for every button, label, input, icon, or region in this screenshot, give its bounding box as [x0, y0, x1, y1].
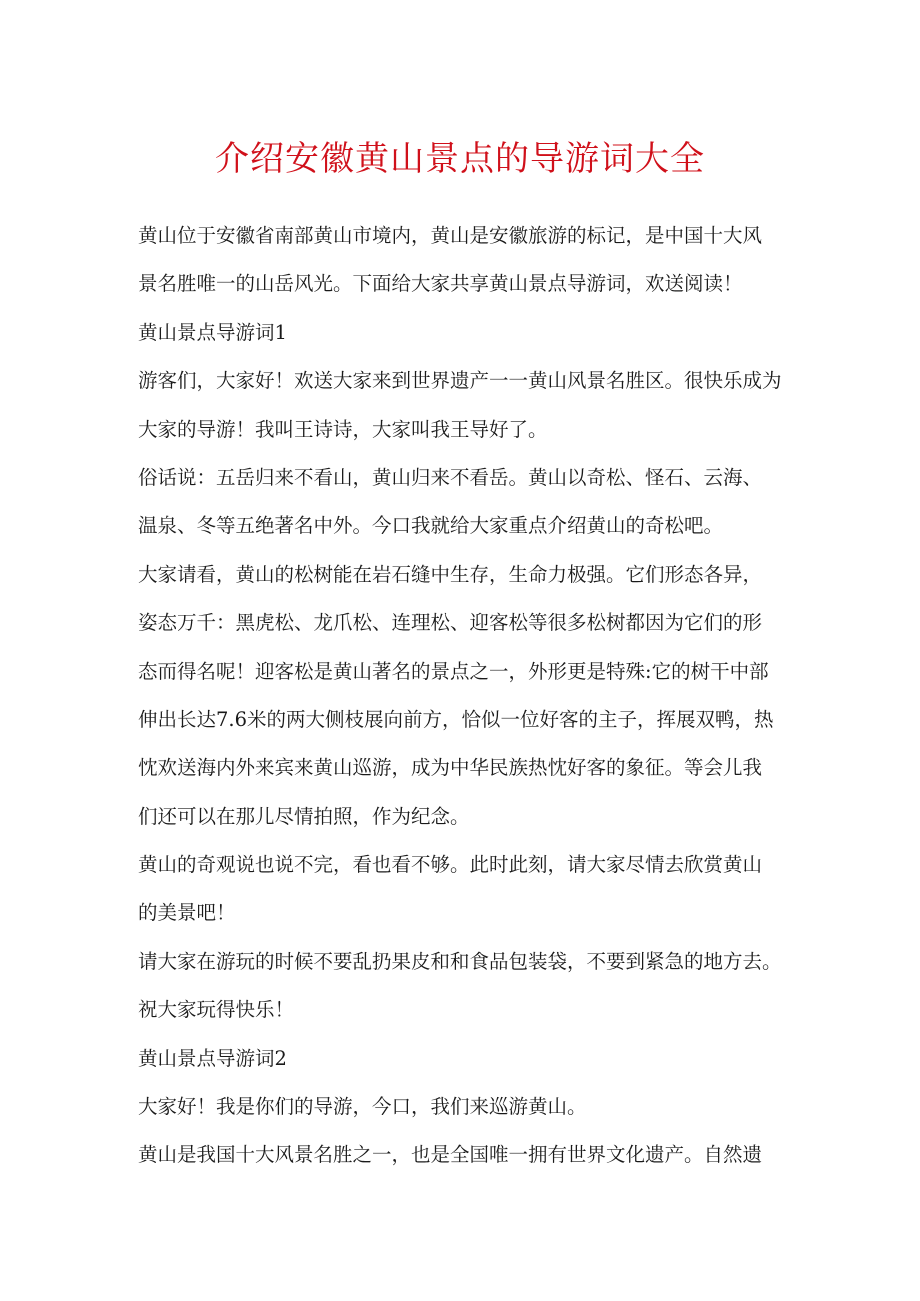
- text-line: 黄山的奇观说也说不完，看也看不够。此时此刻，请大家尽情去欣赏黄山: [138, 853, 763, 877]
- document-body: [138, 212, 798, 1180]
- text-line: 请大家在游玩的时候不要乱扔果皮和和食品包装袋，不要到紧急的地方去。: [138, 949, 782, 973]
- text-line: 忱欢送海内外来宾来黄山巡游，成为中华民族热忱好客的象征。等会儿我: [138, 756, 763, 780]
- text-line: 俗话说：五岳归来不看山，黄山归来不看岳。黄山以奇松、怪石、云海、: [138, 465, 763, 489]
- text-line: 大家请看，黄山的松树能在岩石缝中生存，生命力极强。它们形态各异，: [138, 562, 763, 586]
- text-line: 大家的导游！我叫王诗诗，大家叫我王导好了。: [138, 417, 548, 441]
- text-line: 态而得名呢！迎客松是黄山著名的景点之一，外形更是特殊:它的树干中部: [138, 659, 769, 683]
- text-line: 们还可以在那儿尽情拍照，作为纪念。: [138, 804, 470, 828]
- text-line: 温泉、冬等五绝著名中外。今口我就给大家重点介绍黄山的奇松吧。: [138, 514, 724, 538]
- text-line: 黄山位于安徽省南部黄山市境内，黄山是安徽旅游的标记，是中国十大风: [138, 224, 763, 247]
- text-line: 黄山是我国十大风景名胜之一，也是全国唯一拥有世界文化遗产。自然遗: [138, 1143, 763, 1167]
- document-title: 介绍安徽黄山景点的导游词大全: [215, 139, 705, 179]
- text-line: 的美景吧！: [138, 901, 236, 925]
- text-line: 大家好！我是你们的导游，今口，我们来巡游黄山。: [138, 1095, 587, 1119]
- section-heading: 黄山景点导游词2: [138, 1046, 287, 1070]
- text-line: 祝大家玩得快乐！: [138, 998, 295, 1022]
- section-heading: 黄山景点导游词1: [138, 320, 287, 344]
- text-line: 景名胜唯一的山岳风光。下面给大家共享黄山景点导游词，欢送阅读！: [138, 272, 743, 296]
- text-line: 伸出长达7.6米的两大侧枝展向前方，恰似一位好客的主子，挥展双鸭，热: [138, 707, 774, 731]
- text-line: 游客们，大家好！欢送大家来到世界遗产一一黄山风景名胜区。很快乐成为: [138, 369, 782, 393]
- text-line: 姿态万千：黑虎松、龙爪松、连理松、迎客松等很多松树都因为它们的形: [138, 611, 763, 635]
